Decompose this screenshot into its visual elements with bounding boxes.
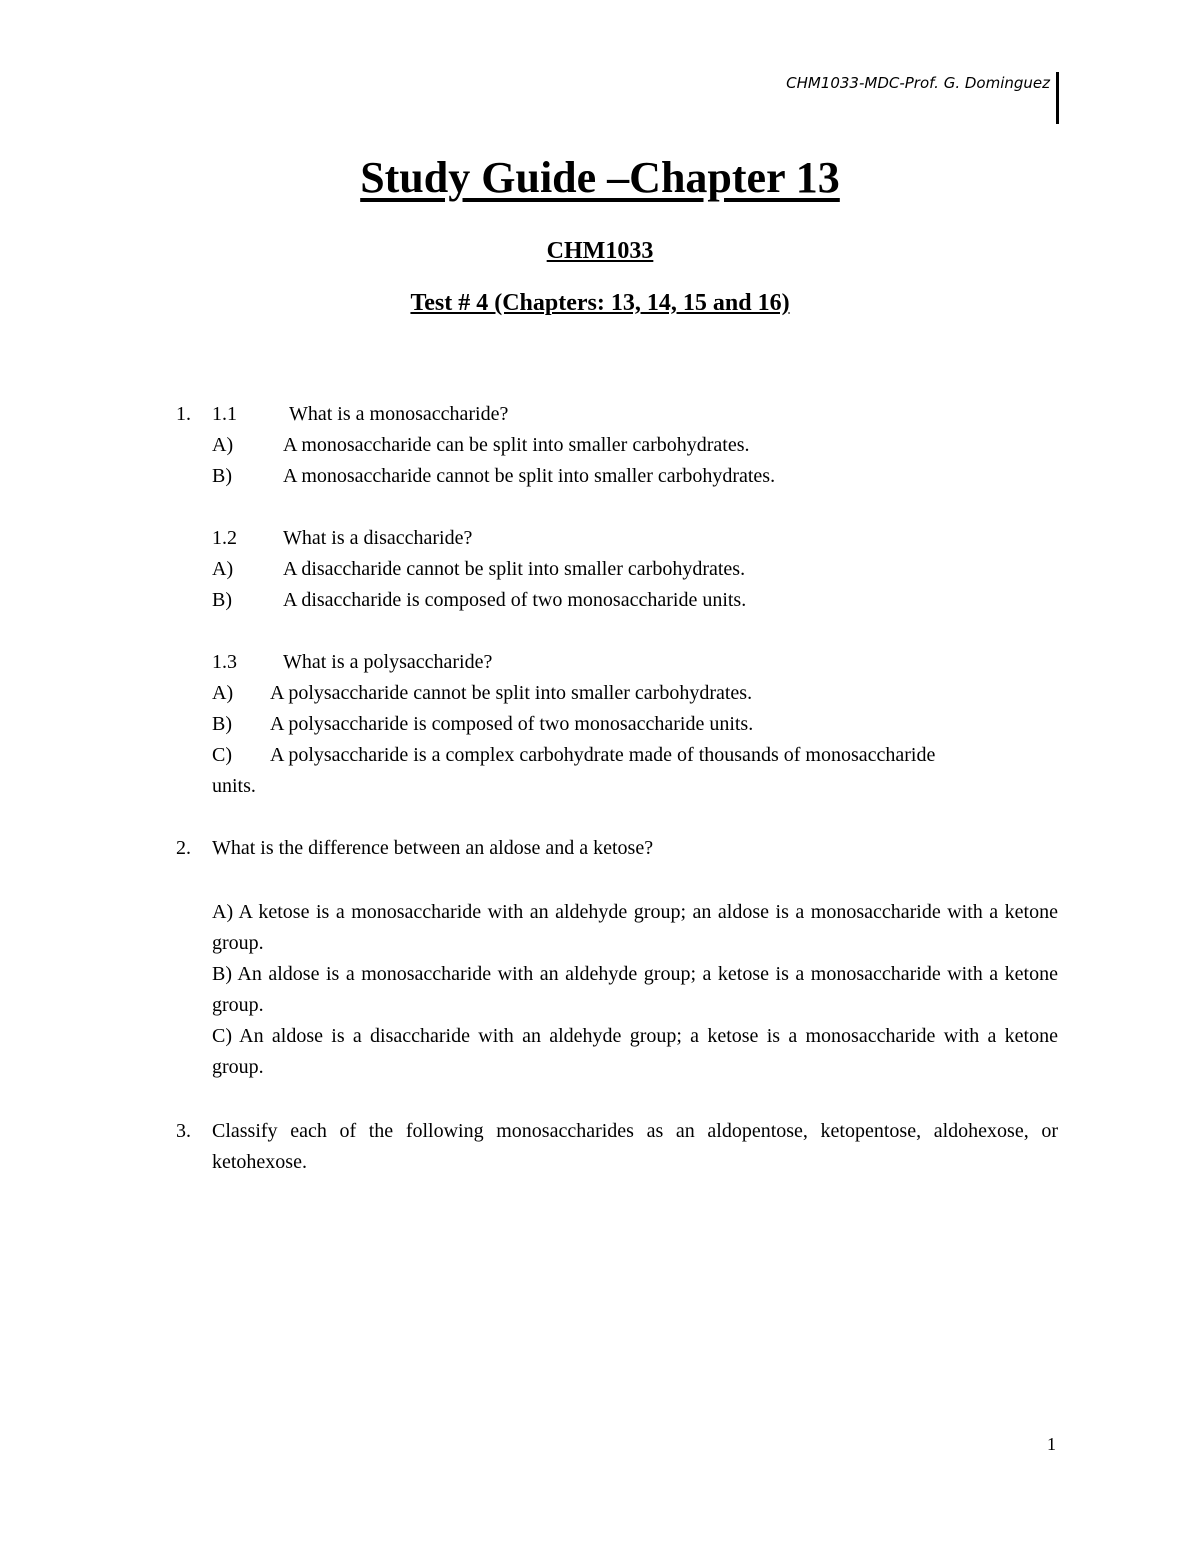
option-text: A) A ketose is a monosaccharide with an aldehyde group; an aldose is a monosaccharide with a ketone group. (212, 901, 1058, 954)
header-rule (1056, 72, 1059, 124)
option-label: A) (212, 434, 234, 456)
option-text: A disaccharide is composed of two monosaccharide units. (283, 589, 747, 611)
subquestion-text: What is a polysaccharide? (283, 651, 493, 673)
option-text: A polysaccharide cannot be split into smaller carbohydrates. (270, 682, 753, 704)
question-number: 1. (176, 403, 191, 425)
option-text: A polysaccharide is a complex carbohydrate made of thousands of monosaccharide (270, 744, 936, 766)
option-text: A polysaccharide is composed of two monosaccharide units. (270, 713, 754, 735)
subquestion-number: 1.2 (212, 527, 237, 549)
option-label: A) (212, 682, 234, 704)
option-label: B) (212, 465, 232, 487)
course-code: CHM1033 (546, 238, 654, 264)
question-number: 2. (176, 837, 191, 859)
option-label: C) (212, 744, 232, 766)
page-title: Study Guide –Chapter 13 (360, 153, 840, 202)
option-label: B) (212, 589, 232, 611)
option-label: B) (212, 713, 232, 735)
option-text: B) An aldose is a monosaccharide with an aldehyde group; a ketose is a monosaccharide with a ketone group. (212, 963, 1058, 1016)
question-text: What is the difference between an aldose and a ketose? (212, 837, 654, 859)
option-text: A monosaccharide cannot be split into smaller carbohydrates. (283, 465, 776, 487)
test-info: Test # 4 (Chapters: 13, 14, 15 and 16) (410, 290, 790, 316)
page-number: 1 (1047, 1434, 1056, 1454)
question-text: Classify each of the following monosaccharides as an aldopentose, ketopentose, aldohexose, or ketohexose. (212, 1120, 1058, 1173)
subquestion-text: What is a disaccharide? (283, 527, 473, 549)
option-text: A disaccharide cannot be split into smaller carbohydrates. (283, 558, 746, 580)
option-label: A) (212, 558, 234, 580)
question-number: 3. (176, 1120, 191, 1142)
option-text-continued: units. (212, 775, 256, 797)
subquestion-number: 1.3 (212, 651, 237, 673)
subquestion-text: What is a monosaccharide? (289, 403, 509, 425)
option-text: A monosaccharide can be split into smaller carbohydrates. (283, 434, 750, 456)
option-text: C) An aldose is a disaccharide with an aldehyde group; a ketose is a monosaccharide with a ketone group. (212, 1025, 1058, 1078)
header-note: CHM1033-MDC-Prof. G. Dominguez (786, 74, 1050, 92)
subquestion-number: 1.1 (212, 403, 237, 425)
